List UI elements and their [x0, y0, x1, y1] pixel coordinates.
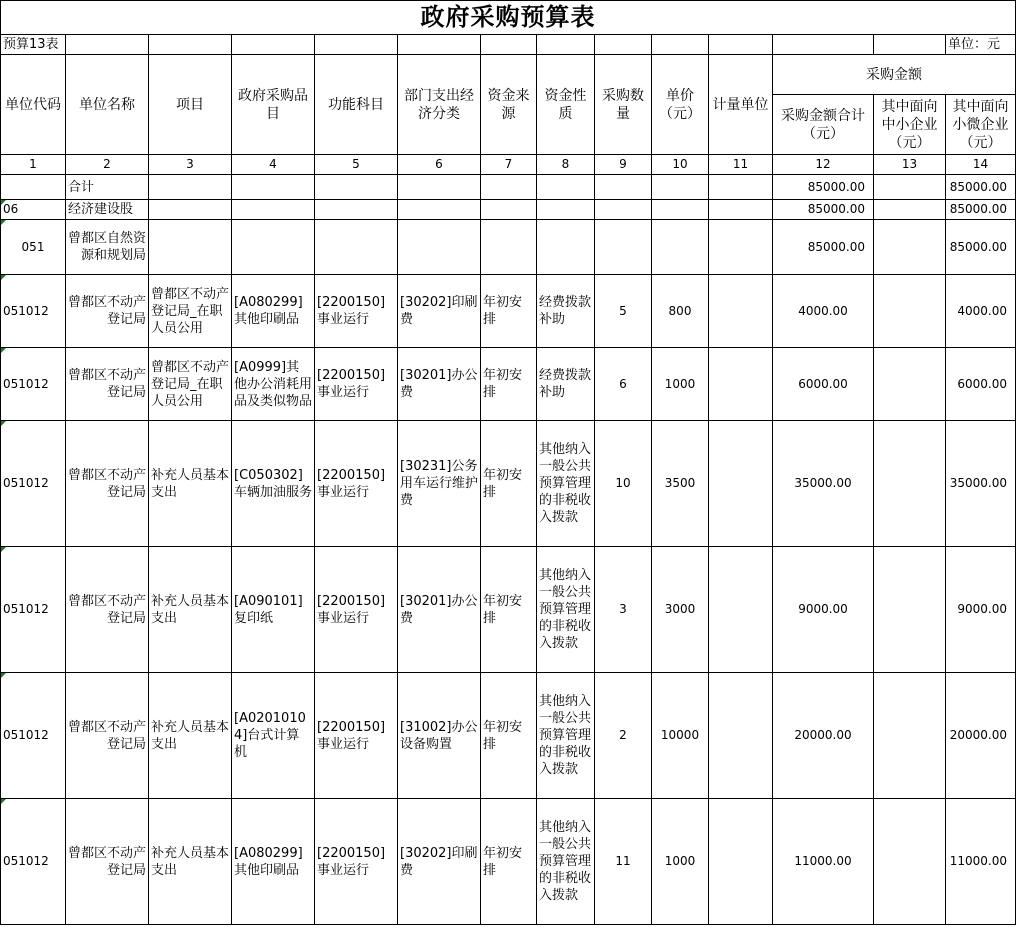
header-qty: 采购数量	[595, 55, 652, 155]
page-title: 政府采购预算表	[1, 1, 1016, 35]
unit-label: 单位：元	[946, 35, 1016, 55]
table-row: 051012 曾都区不动产登记局 曾都区不动产登记局_在职人员公用 [A080299]其他印刷品 [2200150]事业运行 [30202]印刷费 年初安排 经费拨款补助 5 800 4000.00 4000.00	[1, 275, 1016, 348]
table-row: 051012 曾都区不动产登记局 补充人员基本支出 [A090101]复印纸 [2200150]事业运行 [30201]办公费 年初安排 其他纳入一般公共预算管理的非税收入拨款 3 3000 9000.00 9000.00	[1, 547, 1016, 673]
header-amount-total: 采购金额合计（元）	[773, 95, 874, 155]
table-row: 051012 曾都区不动产登记局 补充人员基本支出 [A02010104]台式计算机 [2200150]事业运行 [31002]办公设备购置 年初安排 其他纳入一般公共预算管理的非税收入拨款 2 10000 20000.00 20000.00	[1, 673, 1016, 799]
summary-row-bureau: 051 曾都区自然资源和规划局 85000.00 85000.00	[1, 220, 1016, 275]
header-amount-group: 采购金额	[773, 55, 1016, 95]
header-project: 项目	[149, 55, 232, 155]
header-item: 政府采购品目	[232, 55, 315, 155]
header-sme: 其中面向中小企业（元）	[874, 95, 946, 155]
table-row: 051012 曾都区不动产登记局 曾都区不动产登记局_在职人员公用 [A0999]其他办公消耗用品及类似物品 [2200150]事业运行 [30201]办公费 年初安排 经费拨款补助 6 1000 6000.00 6000.00	[1, 348, 1016, 421]
table-row: 051012 曾都区不动产登记局 补充人员基本支出 [C050302]车辆加油服务 [2200150]事业运行 [30231]公务用车运行维护费 年初安排 其他纳入一般公共预算管理的非税收入拨款 10 3500 35000.00 35000.00	[1, 421, 1016, 547]
header-unit-name: 单位名称	[66, 55, 149, 155]
summary-row-total: 合计 85000.00 85000.00	[1, 175, 1016, 200]
header-micro: 其中面向小微企业（元）	[946, 95, 1016, 155]
header-measure: 计量单位	[709, 55, 773, 155]
header-econ: 部门支出经济分类	[398, 55, 481, 155]
table-id-label: 预算13表	[1, 35, 66, 55]
column-number-row: 1 2 3 4 5 6 7 8 9 10 11 12 13 14	[1, 155, 1016, 175]
summary-row-department: 06 经济建设股 85000.00 85000.00	[1, 200, 1016, 220]
table-row: 051012 曾都区不动产登记局 补充人员基本支出 [A080299]其他印刷品 [2200150]事业运行 [30202]印刷费 年初安排 其他纳入一般公共预算管理的非税收入拨款 11 1000 11000.00 11000.00	[1, 799, 1016, 925]
header-unit-code: 单位代码	[1, 55, 66, 155]
header-fund-source: 资金来源	[481, 55, 537, 155]
header-fund-nature: 资金性质	[537, 55, 595, 155]
header-price: 单价（元）	[652, 55, 709, 155]
header-function: 功能科目	[315, 55, 398, 155]
